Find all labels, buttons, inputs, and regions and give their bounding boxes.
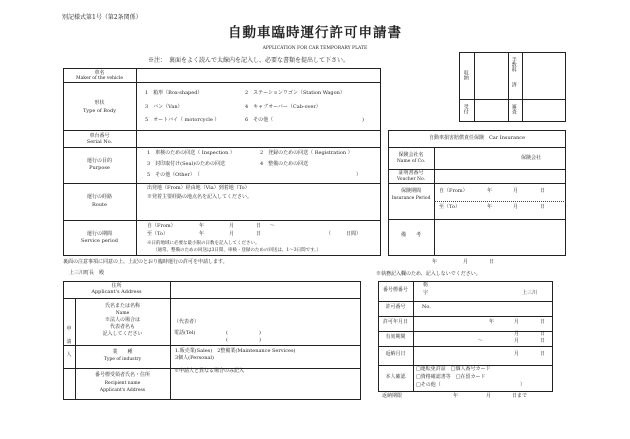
plate-top: 栃 — [423, 282, 429, 288]
consent-month: 月 — [463, 259, 469, 265]
name-note-2: 代表者名も — [109, 324, 135, 330]
deadline-until: 日まで — [512, 393, 528, 399]
period-from-month: 月 — [229, 223, 235, 229]
ins-remarks: 備 考 — [400, 232, 421, 238]
recipient-label-en-2: Applicant's Address — [99, 388, 146, 393]
purpose-label-en: Purpose — [89, 165, 110, 171]
ins-from-year: 年 — [487, 188, 493, 194]
body-opt-1[interactable]: 1 箱形（Box-shaped） — [145, 90, 203, 96]
representative-label: （代表者） — [174, 319, 200, 325]
permit-date-day: 日 — [540, 319, 546, 325]
deadline-label: 返納期限 — [382, 393, 403, 399]
consent-text: 裏面の注意事項に同意の上、上記のとおり臨時運行の許可を申請します。 — [63, 259, 228, 265]
id-check-label: 本人確認 — [385, 374, 406, 380]
purpose-opt-5[interactable]: 5 その他（Other） （ — [147, 172, 200, 178]
recipient-label: 番号標受領者氏名・住所 — [94, 372, 150, 378]
page-subtitle: APPLICATION FOR CAR TEMPORARY PLATE — [262, 46, 368, 51]
period-from-day: 日 — [256, 223, 262, 229]
period-days: （ 日間） — [326, 231, 362, 237]
valid-to-day: 日 — [540, 338, 546, 344]
tel-paren-l: ( — [226, 330, 228, 336]
period-to-day: 日 — [256, 231, 262, 237]
body-opt-4[interactable]: 4 キャブオーバー（Cab-over） — [245, 104, 321, 110]
id-opt-3-end: ） — [520, 382, 526, 388]
maker-label-en: Maker of the vehicle — [75, 76, 124, 81]
id-opt-1[interactable]: □運転免許証 □個人番号カード — [416, 366, 491, 372]
plate-label: 番号標番号 — [382, 287, 408, 293]
stamp-cashier: 手数料 — [510, 57, 517, 72]
recipient-label-en-1: Recipient name — [104, 381, 141, 386]
ins-to-month: 月 — [513, 204, 519, 210]
permit-date-label: 許可年月日 — [382, 319, 408, 325]
purpose-opt-4[interactable]: 4 整備のための回送 — [260, 161, 309, 167]
permit-label: 許可番号 — [385, 304, 406, 310]
valid-tilde: ～ — [478, 338, 484, 344]
recipient-note: ※申請人と異なる場合のみ記入 — [174, 368, 245, 374]
route-label: 運行の経路 — [86, 194, 112, 200]
address-label: 住所 — [111, 283, 122, 289]
period-note-1: ※日的地域に必要な最小限の日数を記入してください。 — [147, 241, 260, 246]
name-note-3: 記入してください — [102, 331, 143, 337]
ins-cert-en: Voucher No. — [396, 177, 426, 182]
valid-to-month: 月 — [514, 338, 520, 344]
stamp-paid: 済 — [510, 82, 517, 87]
stamp-review: 審査 — [510, 104, 517, 114]
applicant-side-1: 申 — [66, 326, 72, 332]
return-day: 日 — [540, 351, 546, 357]
stamp-receipt: 収納 — [462, 70, 469, 80]
body-opt-2[interactable]: 2 ステーションワゴン（Station Wagon） — [245, 90, 345, 96]
page-title: 自動車臨時運行許可申請書 — [228, 25, 402, 41]
period-to-year: 年 — [199, 231, 205, 237]
industry-opt-2[interactable]: 3個人(Personal) — [175, 355, 214, 361]
applicant-side-2: 請 — [66, 339, 72, 345]
ins-from-month: 月 — [513, 188, 519, 194]
period-to-month: 月 — [229, 231, 235, 237]
ins-to-year: 年 — [487, 204, 493, 210]
route-line-1: 出発地（From）経由地（Via）到着地（To） — [147, 185, 250, 191]
ins-to-day: 日 — [540, 204, 546, 210]
return-label: 返納月日 — [385, 351, 406, 357]
ins-cert-label: 証明書番号 — [398, 170, 424, 176]
industry-opt-1[interactable]: 1.販売業(Sales) 2整備業(Maintenance Services) — [175, 348, 296, 354]
purpose-opt-5-end: ） — [356, 172, 362, 178]
purpose-opt-3[interactable]: 3 封印取付け(Seal)のための回送 — [147, 161, 226, 167]
applicant-side-3: 人 — [66, 352, 72, 358]
plate-city: 上三川 — [522, 290, 538, 296]
insurance-header: 自動車損害賠償責任保険 Car Insurance — [428, 135, 526, 141]
plate-mid: 宇 — [423, 290, 429, 296]
body-label: 形状 — [94, 100, 105, 106]
tel2-paren-l: ( — [226, 337, 228, 343]
route-label-en: Route — [92, 202, 107, 208]
tel2-paren-r: ) — [259, 337, 261, 343]
purpose-label: 運行の目的 — [86, 158, 112, 164]
consent-day: 日 — [489, 259, 495, 265]
deadline-month: 月 — [486, 393, 492, 399]
addressee: 上三川町長 殿 — [69, 270, 105, 276]
office-note: ※執務記入欄のため、記入しないでください。 — [376, 271, 481, 277]
body-opt-6-end: ) — [362, 117, 364, 123]
ins-period-label: 保険期間 — [400, 188, 421, 194]
body-opt-3[interactable]: 3 バン（Van） — [145, 104, 183, 110]
ins-to: 至（To） — [439, 204, 460, 210]
purpose-opt-2[interactable]: 2 登録のための回送（ Registration ） — [260, 150, 353, 156]
period-to: 至（To） — [147, 231, 168, 237]
permit-no: No. — [422, 304, 431, 310]
permit-date-month: 月 — [514, 319, 520, 325]
period-tilde: ～ — [270, 223, 276, 229]
id-opt-2[interactable]: □資格確認書等 □在留カード — [416, 374, 486, 380]
body-opt-5[interactable]: 5 オートバイ（ motorcycle ） — [145, 117, 220, 123]
serial-label: 車台番号 — [89, 133, 110, 139]
tel-label: 電話(Tel) — [174, 330, 196, 336]
valid-label: 有効期間 — [385, 334, 406, 340]
permit-date-year: 年 — [489, 319, 495, 325]
deadline-year: 年 — [453, 393, 459, 399]
form-id: 別記様式第1号（第2条関係） — [62, 14, 142, 21]
period-note-2: （通常、整備のための回送は3日間、車検・登録のための回送は、1～3日間です。） — [153, 248, 321, 253]
name-label: 氏名または名称 — [104, 303, 140, 309]
return-month: 月 — [514, 351, 520, 357]
body-opt-6[interactable]: 6 その他（ — [245, 117, 274, 123]
stamp-accepted: 受付 — [462, 104, 469, 114]
ins-from: 自（From） — [439, 188, 468, 194]
ins-from-day: 日 — [540, 188, 546, 194]
period-from-year: 年 — [199, 223, 205, 229]
period-from: 自（From） — [147, 223, 176, 229]
id-opt-3[interactable]: □その他（ — [416, 382, 441, 388]
tel-paren-r: ) — [259, 330, 261, 336]
name-label-en: Name — [115, 311, 130, 316]
ins-period-en: Insurance Period — [391, 196, 431, 201]
period-label-en: Service period — [81, 238, 118, 244]
ins-company-label: 保険会社名 — [398, 152, 424, 158]
maker-label: 車名 — [94, 70, 105, 76]
body-label-en: Type of Body — [82, 108, 117, 114]
name-note-1: ※法人の場合は — [104, 317, 140, 323]
serial-label-en: Serial No. — [86, 139, 113, 145]
consent-year: 年 — [432, 259, 438, 265]
industry-label-en: Type of industry — [103, 357, 142, 362]
route-line-2: ※発着主要経路の地点名を記入してください。 — [147, 194, 253, 200]
industry-label: 業 種 — [112, 349, 133, 355]
ins-company-suffix: 保険会社 — [521, 155, 542, 161]
purpose-opt-1[interactable]: 1 車検のための回送（ Inspection ） — [147, 150, 235, 156]
instruction-note: ※注： 裏面をよく読んで太線内を記入し、必要な書類を提出して下さい。 — [148, 57, 350, 64]
valid-month: 月 — [514, 331, 520, 337]
address-label-en: Applicant's Address — [91, 289, 142, 295]
period-label: 運行の期間 — [86, 231, 112, 237]
valid-day: 日 — [540, 331, 546, 337]
ins-company-en: Name of Co. — [396, 159, 426, 164]
